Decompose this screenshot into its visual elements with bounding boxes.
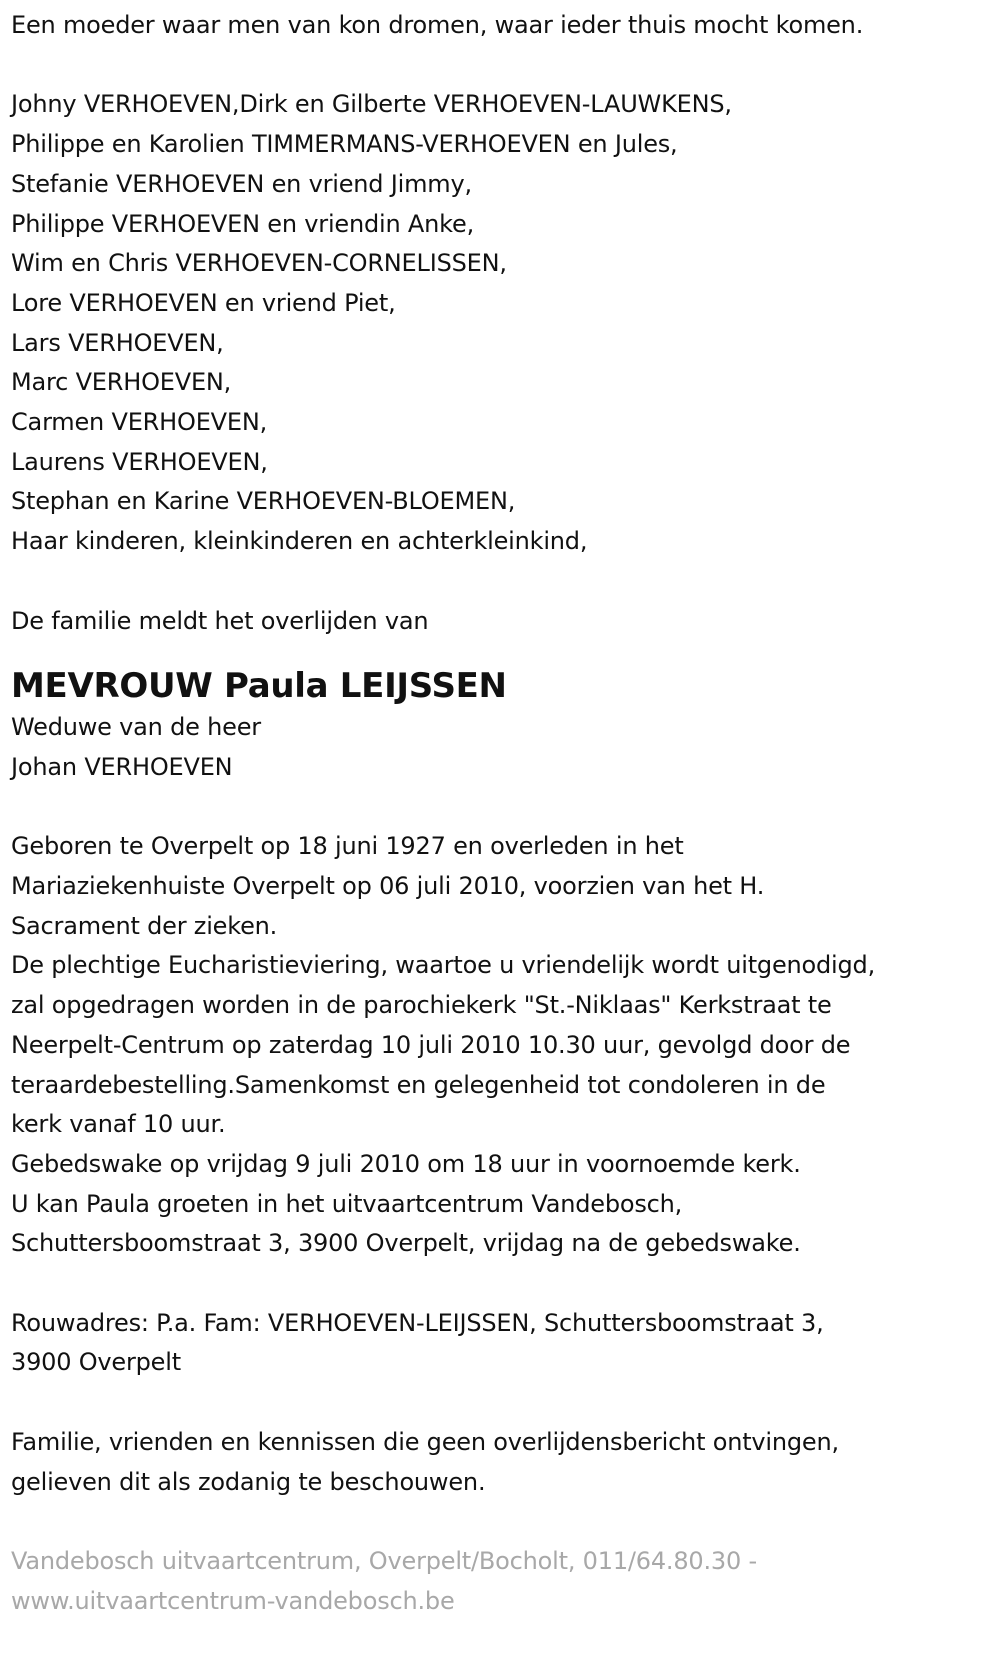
family-line: Johny VERHOEVEN,Dirk en Gilberte VERHOEVEN-LAUWKENS, — [11, 90, 732, 119]
details — [11, 827, 996, 1264]
announcement: De familie meldt het overlijden van — [11, 606, 429, 635]
family-list — [11, 85, 996, 561]
family-line: Carmen VERHOEVEN, — [11, 408, 268, 437]
family-line: Marc VERHOEVEN, — [11, 368, 232, 397]
family-line: Stefanie VERHOEVEN en vriend Jimmy, — [11, 169, 472, 198]
details-line: De plechtige Eucharistieviering, waartoe u vriendelijk wordt uitgenodigd, — [11, 951, 876, 980]
details-line: Geboren te Overpelt op 18 juni 1927 en overleden in het — [11, 832, 684, 861]
family-line: Philippe VERHOEVEN en vriendin Anke, — [11, 209, 475, 238]
details-line: kerk vanaf 10 uur. — [11, 1110, 226, 1139]
deceased-name: MEVROUW Paula LEIJSSEN — [11, 666, 507, 707]
notice: gelieven dit als zodanig te beschouwen. — [11, 1467, 486, 1496]
family-line: Philippe en Karolien TIMMERMANS-VERHOEVEN en Jules, — [11, 130, 678, 159]
details-line: teraardebestelling.Samenkomst en gelegenheid tot condoleren in de — [11, 1070, 826, 1099]
funeral-home-website: www.uitvaartcentrum-vandebosch.be — [11, 1586, 455, 1615]
family-line: Haar kinderen, kleinkinderen en achterkleinkind, — [11, 527, 588, 556]
family-line: Wim en Chris VERHOEVEN-CORNELISSEN, — [11, 249, 507, 278]
details-line: Mariaziekenhuiste Overpelt op 06 juli 2010, voorzien van het H. — [11, 872, 765, 901]
family-line: Stephan en Karine VERHOEVEN-BLOEMEN, — [11, 487, 516, 516]
details-line: Schuttersboomstraat 3, 3900 Overpelt, vrijdag na de gebedswake. — [11, 1229, 801, 1258]
obituary-document — [11, 6, 996, 1621]
family-line: Lore VERHOEVEN en vriend Piet, — [11, 288, 396, 317]
family-line: Lars VERHOEVEN, — [11, 328, 224, 357]
mourning-address: 3900 Overpelt — [11, 1348, 181, 1377]
widow-of-line: Johan VERHOEVEN — [11, 752, 233, 781]
mourning-address: Rouwadres: P.a. Fam: VERHOEVEN-LEIJSSEN, Schuttersboomstraat 3, — [11, 1308, 824, 1337]
notice: Familie, vrienden en kennissen die geen overlijdensbericht ontvingen, — [11, 1427, 839, 1456]
opening-verse: Een moeder waar men van kon dromen, waar ieder thuis mocht komen. — [11, 11, 864, 39]
details-line: Sacrament der zieken. — [11, 911, 278, 940]
details-line: Gebedswake op vrijdag 9 juli 2010 om 18 uur in voornoemde kerk. — [11, 1149, 801, 1178]
details-line: zal opgedragen worden in de parochiekerk "St.-Niklaas" Kerkstraat te — [11, 991, 832, 1020]
details-line: Neerpelt-Centrum op zaterdag 10 juli 2010 10.30 uur, gevolgd door de — [11, 1030, 851, 1059]
funeral-home-info: Vandebosch uitvaartcentrum, Overpelt/Bocholt, 011/64.80.30 - — [11, 1546, 757, 1575]
family-line: Laurens VERHOEVEN, — [11, 447, 268, 476]
details-line: U kan Paula groeten in het uitvaartcentrum Vandebosch, — [11, 1189, 683, 1218]
widow-of-line: Weduwe van de heer — [11, 713, 261, 742]
